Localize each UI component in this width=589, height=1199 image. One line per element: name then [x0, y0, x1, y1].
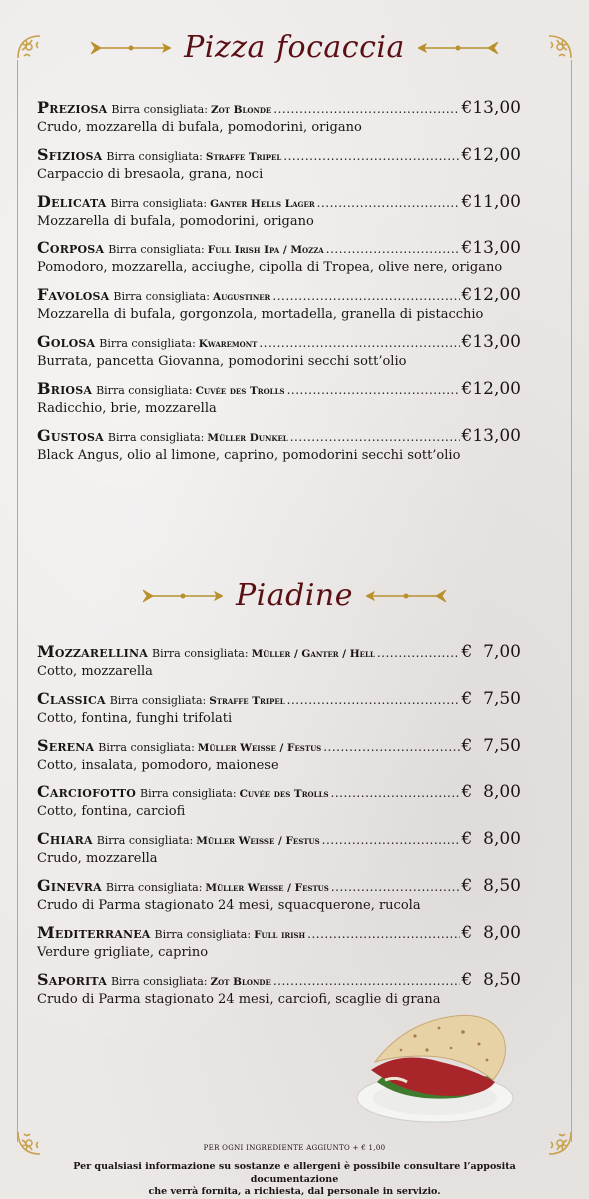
- list-item: [37, 736, 521, 783]
- arrow-flourish-icon: [91, 40, 171, 56]
- item-price: €13,00: [461, 425, 521, 446]
- list-item: [37, 192, 521, 239]
- dot-leader: [272, 286, 459, 306]
- item-desc: Pomodoro, mozzarella, acciughe, cipolla di Tropea, olive nere, origano: [37, 260, 503, 276]
- dot-leader: [283, 146, 459, 166]
- section-title-text: Pizza focaccia: [184, 30, 405, 65]
- item-beer: Cuvée des Trolls: [195, 384, 285, 397]
- item-label: Birra consigliata:: [98, 740, 195, 754]
- item-label: Birra consigliata:: [152, 647, 249, 660]
- item-label: Birra consigliata:: [113, 290, 210, 304]
- item-label: Birra consigliata:: [140, 787, 237, 801]
- item-label: Birra consigliata:: [109, 693, 207, 707]
- item-desc: Cotto, insalata, pomodoro, maionese: [37, 757, 279, 773]
- item-label: Birra consigliata:: [107, 430, 205, 444]
- dot-leader: [273, 971, 460, 991]
- item-beer: Müller Weisse / Festus: [197, 741, 322, 754]
- item-beer: Zot Blonde: [210, 975, 271, 988]
- item-beer: Müller Dunkel: [207, 431, 288, 444]
- item-name: Chiara: [37, 829, 93, 849]
- dot-leader: [273, 99, 459, 119]
- item-label: Birra consigliata:: [106, 149, 203, 163]
- list-item: [37, 332, 521, 379]
- dot-leader: [317, 193, 460, 213]
- item-label: Birra consigliata:: [99, 336, 196, 350]
- item-name: Golosa: [37, 331, 96, 351]
- item-label: Birra consigliata:: [96, 834, 194, 848]
- item-desc: Burrata, pancetta Giovanna, pomodorini secchi sott’olio: [37, 353, 407, 369]
- item-desc: Crudo, mozzarella: [37, 851, 158, 867]
- item-label: Birra consigliata:: [110, 974, 208, 988]
- arrow-flourish-icon: [366, 588, 446, 604]
- footer-line: Per qualsiasi informazione su sostanze e allergeni è possibile consultare l’apposita documentazione: [73, 1161, 516, 1185]
- item-beer: Straffe Tripel: [209, 694, 285, 707]
- item-desc: Carpaccio di bresaola, grana, noci: [37, 166, 264, 182]
- list-item: [37, 782, 521, 829]
- item-beer: Zot Blonde: [210, 104, 272, 116]
- list-item: [37, 923, 521, 970]
- item-price: €12,00: [461, 144, 521, 165]
- corner-ornament-icon: [545, 1128, 575, 1158]
- item-label: Birra consigliata:: [110, 196, 208, 210]
- dot-leader: [287, 380, 460, 400]
- item-price: €12,00: [461, 378, 521, 399]
- item-name: Preziosa: [37, 98, 108, 117]
- item-name: Briosa: [37, 378, 93, 398]
- item-price: €12,00: [461, 285, 521, 306]
- item-desc: Crudo di Parma stagionato 24 mesi, squacquerone, rucola: [37, 897, 421, 913]
- item-beer: Ganter Hells Lager: [210, 197, 315, 210]
- item-price: € 7,50: [461, 688, 521, 709]
- extra-ingredient-note: PER OGNI INGREDIENTE AGGIUNTO + € 1,00: [203, 1144, 386, 1152]
- item-beer: Augustiner: [212, 291, 271, 304]
- piadine-list: [37, 642, 521, 1016]
- item-name: Carciofotto: [37, 782, 137, 802]
- item-desc: Crudo di Parma stagionato 24 mesi, carciofi, scaglie di grana: [37, 991, 441, 1007]
- item-desc: Crudo, mozzarella di bufala, pomodorini, origano: [37, 120, 362, 135]
- item-desc: Mozzarella di bufala, pomodorini, origano: [37, 213, 314, 229]
- allergen-footer: [30, 1161, 559, 1199]
- dot-leader: [307, 924, 459, 944]
- dot-leader: [331, 783, 460, 803]
- list-item: [37, 285, 521, 332]
- item-name: Corposa: [37, 238, 105, 258]
- list-item: [37, 642, 521, 689]
- item-beer: Full Irish Ipa / Mozza: [207, 244, 324, 257]
- item-desc: Cotto, fontina, funghi trifolati: [37, 710, 233, 726]
- list-item: [37, 829, 521, 876]
- item-price: €13,00: [461, 238, 521, 259]
- item-name: Mediterranea: [37, 922, 151, 942]
- item-beer: Müller Weisse / Festus: [196, 835, 320, 848]
- dot-leader: [377, 643, 460, 663]
- item-price: € 7,00: [461, 642, 521, 662]
- item-price: € 8,50: [461, 875, 521, 896]
- item-price: € 8,00: [461, 829, 521, 850]
- item-label: Birra consigliata:: [154, 927, 252, 941]
- item-label: Birra consigliata:: [111, 103, 208, 116]
- corner-ornament-icon: [14, 1128, 44, 1158]
- item-beer: Straffe Tripel: [205, 150, 282, 163]
- item-name: Ginevra: [37, 875, 102, 895]
- section-title-piadine: [0, 578, 589, 613]
- item-price: €11,00: [461, 191, 521, 212]
- item-desc: Cotto, mozzarella: [37, 664, 153, 679]
- item-name: Favolosa: [37, 285, 110, 305]
- piadina-photo: [355, 1010, 515, 1125]
- section-title-pizza: [0, 30, 589, 65]
- item-beer: Full irish: [254, 928, 306, 941]
- arrow-flourish-icon: [143, 588, 223, 604]
- item-desc: Black Angus, olio al limone, caprino, pomodorini secchi sott’olio: [37, 447, 461, 463]
- list-item: [37, 689, 521, 736]
- item-name: Saporita: [37, 969, 107, 989]
- list-item: [37, 98, 521, 145]
- list-item: [37, 379, 521, 426]
- dot-leader: [287, 690, 460, 710]
- dot-leader: [326, 239, 460, 259]
- item-name: Mozzarellina: [37, 642, 149, 661]
- item-name: Serena: [37, 735, 95, 755]
- item-label: Birra consigliata:: [96, 383, 193, 397]
- item-label: Birra consigliata:: [108, 243, 205, 257]
- arrow-flourish-icon: [418, 40, 498, 56]
- list-item: [37, 145, 521, 192]
- item-price: € 8,00: [461, 922, 521, 943]
- item-price: € 7,50: [461, 735, 521, 756]
- item-label: Birra consigliata:: [105, 880, 203, 894]
- item-beer: Müller / Ganter / Hell: [251, 648, 375, 660]
- item-name: Sfiziosa: [37, 144, 103, 164]
- item-desc: Mozzarella di bufala, gorgonzola, mortadella, granella di pistacchio: [37, 307, 484, 323]
- item-beer: Kwaremont: [198, 337, 258, 350]
- item-desc: Radicchio, brie, mozzarella: [37, 400, 217, 416]
- item-price: €13,00: [461, 98, 521, 118]
- dot-leader: [323, 737, 459, 757]
- item-name: Classica: [37, 688, 106, 708]
- dot-leader: [290, 427, 460, 447]
- footer-line: che verrà fornita, a richiesta, dal personale in servizio.: [148, 1186, 441, 1197]
- item-desc: Cotto, fontina, carciofi: [37, 804, 186, 820]
- item-desc: Verdure grigliate, caprino: [37, 944, 209, 960]
- item-price: € 8,00: [461, 782, 521, 803]
- list-item: [37, 426, 521, 473]
- item-price: €13,00: [461, 331, 521, 352]
- pizza-list: [37, 98, 521, 472]
- item-price: € 8,50: [461, 969, 521, 990]
- item-beer: Müller Weisse / Festus: [205, 881, 329, 894]
- item-beer: Cuvée des Trolls: [239, 788, 329, 801]
- item-name: Gustosa: [37, 425, 104, 445]
- list-item: [37, 876, 521, 923]
- item-name: Delicata: [37, 191, 107, 211]
- dot-leader: [259, 333, 459, 353]
- section-title-text: Piadine: [235, 578, 354, 613]
- list-item: [37, 238, 521, 285]
- dot-leader: [331, 877, 460, 897]
- dot-leader: [322, 830, 460, 850]
